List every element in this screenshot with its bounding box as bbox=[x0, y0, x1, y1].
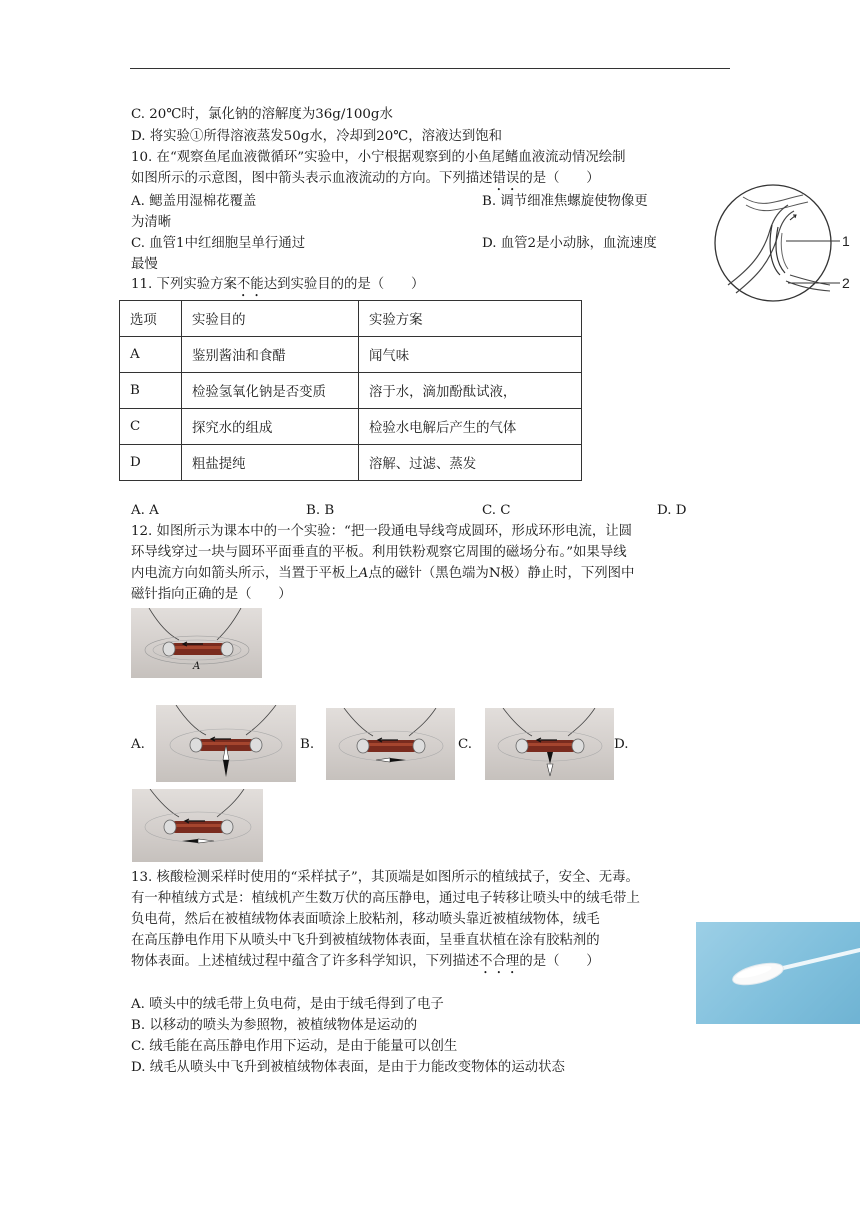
q11-stem: 11. 下列实验方案不能达到实验目的的是（ ） bbox=[131, 277, 425, 292]
fish-tail-microcirculation-figure bbox=[708, 175, 860, 317]
q12-stem-line2: 环导线穿过一块与圆环平面垂直的平板。利用铁粉观察它周围的磁场分布。”如果导线 bbox=[131, 545, 627, 560]
q11-answer-d: D. D bbox=[657, 503, 687, 518]
q13-option-d: D. 绒毛从喷头中飞升到被植绒物体表面，是由于力能改变物体的运动状态 bbox=[131, 1060, 565, 1075]
table-row bbox=[120, 337, 582, 373]
q12-stem-line4: 磁针指向正确的是（ ） bbox=[131, 587, 292, 602]
option-d-drawing bbox=[132, 789, 263, 862]
table-header-cell: 实验方案 bbox=[359, 301, 582, 337]
q9-option-c: C. 20℃时，氯化钠的溶解度为36g/100g水 bbox=[131, 107, 393, 122]
q11-answer-b: B. B bbox=[306, 503, 335, 518]
q10-option-c: C. 血管1中红细胞呈单行通过 bbox=[131, 236, 306, 251]
header-rule bbox=[130, 68, 730, 69]
option-c-drawing bbox=[485, 708, 614, 780]
q13-stem-line2: 有一种植绒方式是：植绒机产生数万伏的高压静电，通过电子转移让喷头中的绒毛带上 bbox=[131, 891, 640, 906]
q12-option-d-label: D. bbox=[614, 737, 629, 752]
table-row bbox=[120, 409, 582, 445]
q12-option-b-label: B. bbox=[300, 737, 315, 752]
q12-main-photo bbox=[131, 608, 262, 678]
table-header-cell: 选项 bbox=[120, 301, 182, 337]
table-cell: 检验水电解后产生的气体 bbox=[359, 409, 582, 445]
q10-stem-line1: 10. 在“观察鱼尾血液微循环”实验中，小宁根据观察到的小鱼尾鳍血液流动情况绘制 bbox=[131, 150, 626, 165]
q12-figure-point-a-label: A bbox=[193, 661, 201, 672]
q12-option-c-photo bbox=[485, 708, 614, 780]
q13-option-c: C. 绒毛能在高压静电作用下运动，是由于能量可以创生 bbox=[131, 1039, 458, 1054]
flocked-swab-photo bbox=[696, 922, 860, 1024]
q13-stem-line3: 负电荷，然后在被植绒物体表面喷涂上胶粘剂，移动喷头靠近被植绒物体，绒毛 bbox=[131, 912, 600, 927]
table-cell: 溶于水，滴加酚酞试液， bbox=[359, 373, 582, 409]
q10-figure-label-1: 1 bbox=[842, 233, 850, 249]
q10-option-b: B. 调节细准焦螺旋使物像更 bbox=[482, 194, 648, 209]
q9-option-d: D. 将实验①所得溶液蒸发50g水，冷却到20℃，溶液达到饱和 bbox=[131, 129, 502, 144]
q13-option-b: B. 以移动的喷头为参照物，被植绒物体是运动的 bbox=[131, 1018, 418, 1033]
option-a-drawing bbox=[156, 705, 296, 782]
table-cell: 闻气味 bbox=[359, 337, 582, 373]
ring-current-photo-drawing bbox=[131, 608, 262, 678]
q10-option-d: D. 血管2是小动脉，血流速度 bbox=[482, 236, 657, 251]
q12-stem-line3: 内电流方向如箭头所示，当置于平板上A点的磁针（黑色端为N极）静止时，下列图中 bbox=[131, 566, 635, 581]
q13-stem-line1: 13. 核酸检测采样时使用的“采样拭子”，其顶端是如图所示的植绒拭子，安全、无毒。 bbox=[131, 870, 639, 885]
q12-option-a-label: A. bbox=[131, 737, 145, 752]
q10-option-d-continued: 最慢 bbox=[131, 257, 158, 272]
q12-option-b-photo bbox=[326, 708, 455, 780]
q11-answer-a: A. A bbox=[131, 503, 159, 518]
table-row bbox=[120, 445, 582, 481]
q10-option-b-continued: 为清晰 bbox=[131, 215, 172, 230]
table-cell: 鉴别酱油和食醋 bbox=[182, 337, 359, 373]
q13-stem-line4: 在高压静电作用下从喷头中飞升到被植绒物体表面，呈垂直状植在涂有胶粘剂的 bbox=[131, 933, 600, 948]
q11-answer-c: C. C bbox=[482, 503, 511, 518]
table-cell: 溶解、过滤、蒸发 bbox=[359, 445, 582, 481]
q12-option-d-photo bbox=[132, 789, 263, 862]
table-cell: 探究水的组成 bbox=[182, 409, 359, 445]
table-cell: C bbox=[120, 409, 182, 445]
option-b-drawing bbox=[326, 708, 455, 780]
table-cell: A bbox=[120, 337, 182, 373]
q12-option-c-label: C. bbox=[458, 737, 473, 752]
q10-stem-line2: 如图所示的示意图，图中箭头表示血液流动的方向。下列描述错误的是（ ） bbox=[131, 171, 600, 186]
table-cell: D bbox=[120, 445, 182, 481]
table-cell: 检验氢氧化钠是否变质 bbox=[182, 373, 359, 409]
q12-stem-line1: 12. 如图所示为课本中的一个实验：“把一段通电导线弯成圆环，形成环形电流，让圆 bbox=[131, 524, 633, 539]
table-header-cell: 实验目的 bbox=[182, 301, 359, 337]
table-cell: 粗盐提纯 bbox=[182, 445, 359, 481]
q12-option-a-photo bbox=[156, 705, 296, 782]
experiment-table bbox=[119, 300, 582, 481]
q10-option-a: A. 鳃盖用湿棉花覆盖 bbox=[131, 194, 257, 209]
table-cell: B bbox=[120, 373, 182, 409]
table-header-row bbox=[120, 301, 582, 337]
q13-stem-line5: 物体表面。上述植绒过程中蕴含了许多科学知识，下列描述不合理的是（ ） bbox=[131, 954, 600, 969]
table-row bbox=[120, 373, 582, 409]
swab-drawing bbox=[696, 922, 860, 1024]
q10-figure-label-2: 2 bbox=[842, 275, 850, 291]
q13-option-a: A. 喷头中的绒毛带上负电荷，是由于绒毛得到了电子 bbox=[131, 997, 444, 1012]
